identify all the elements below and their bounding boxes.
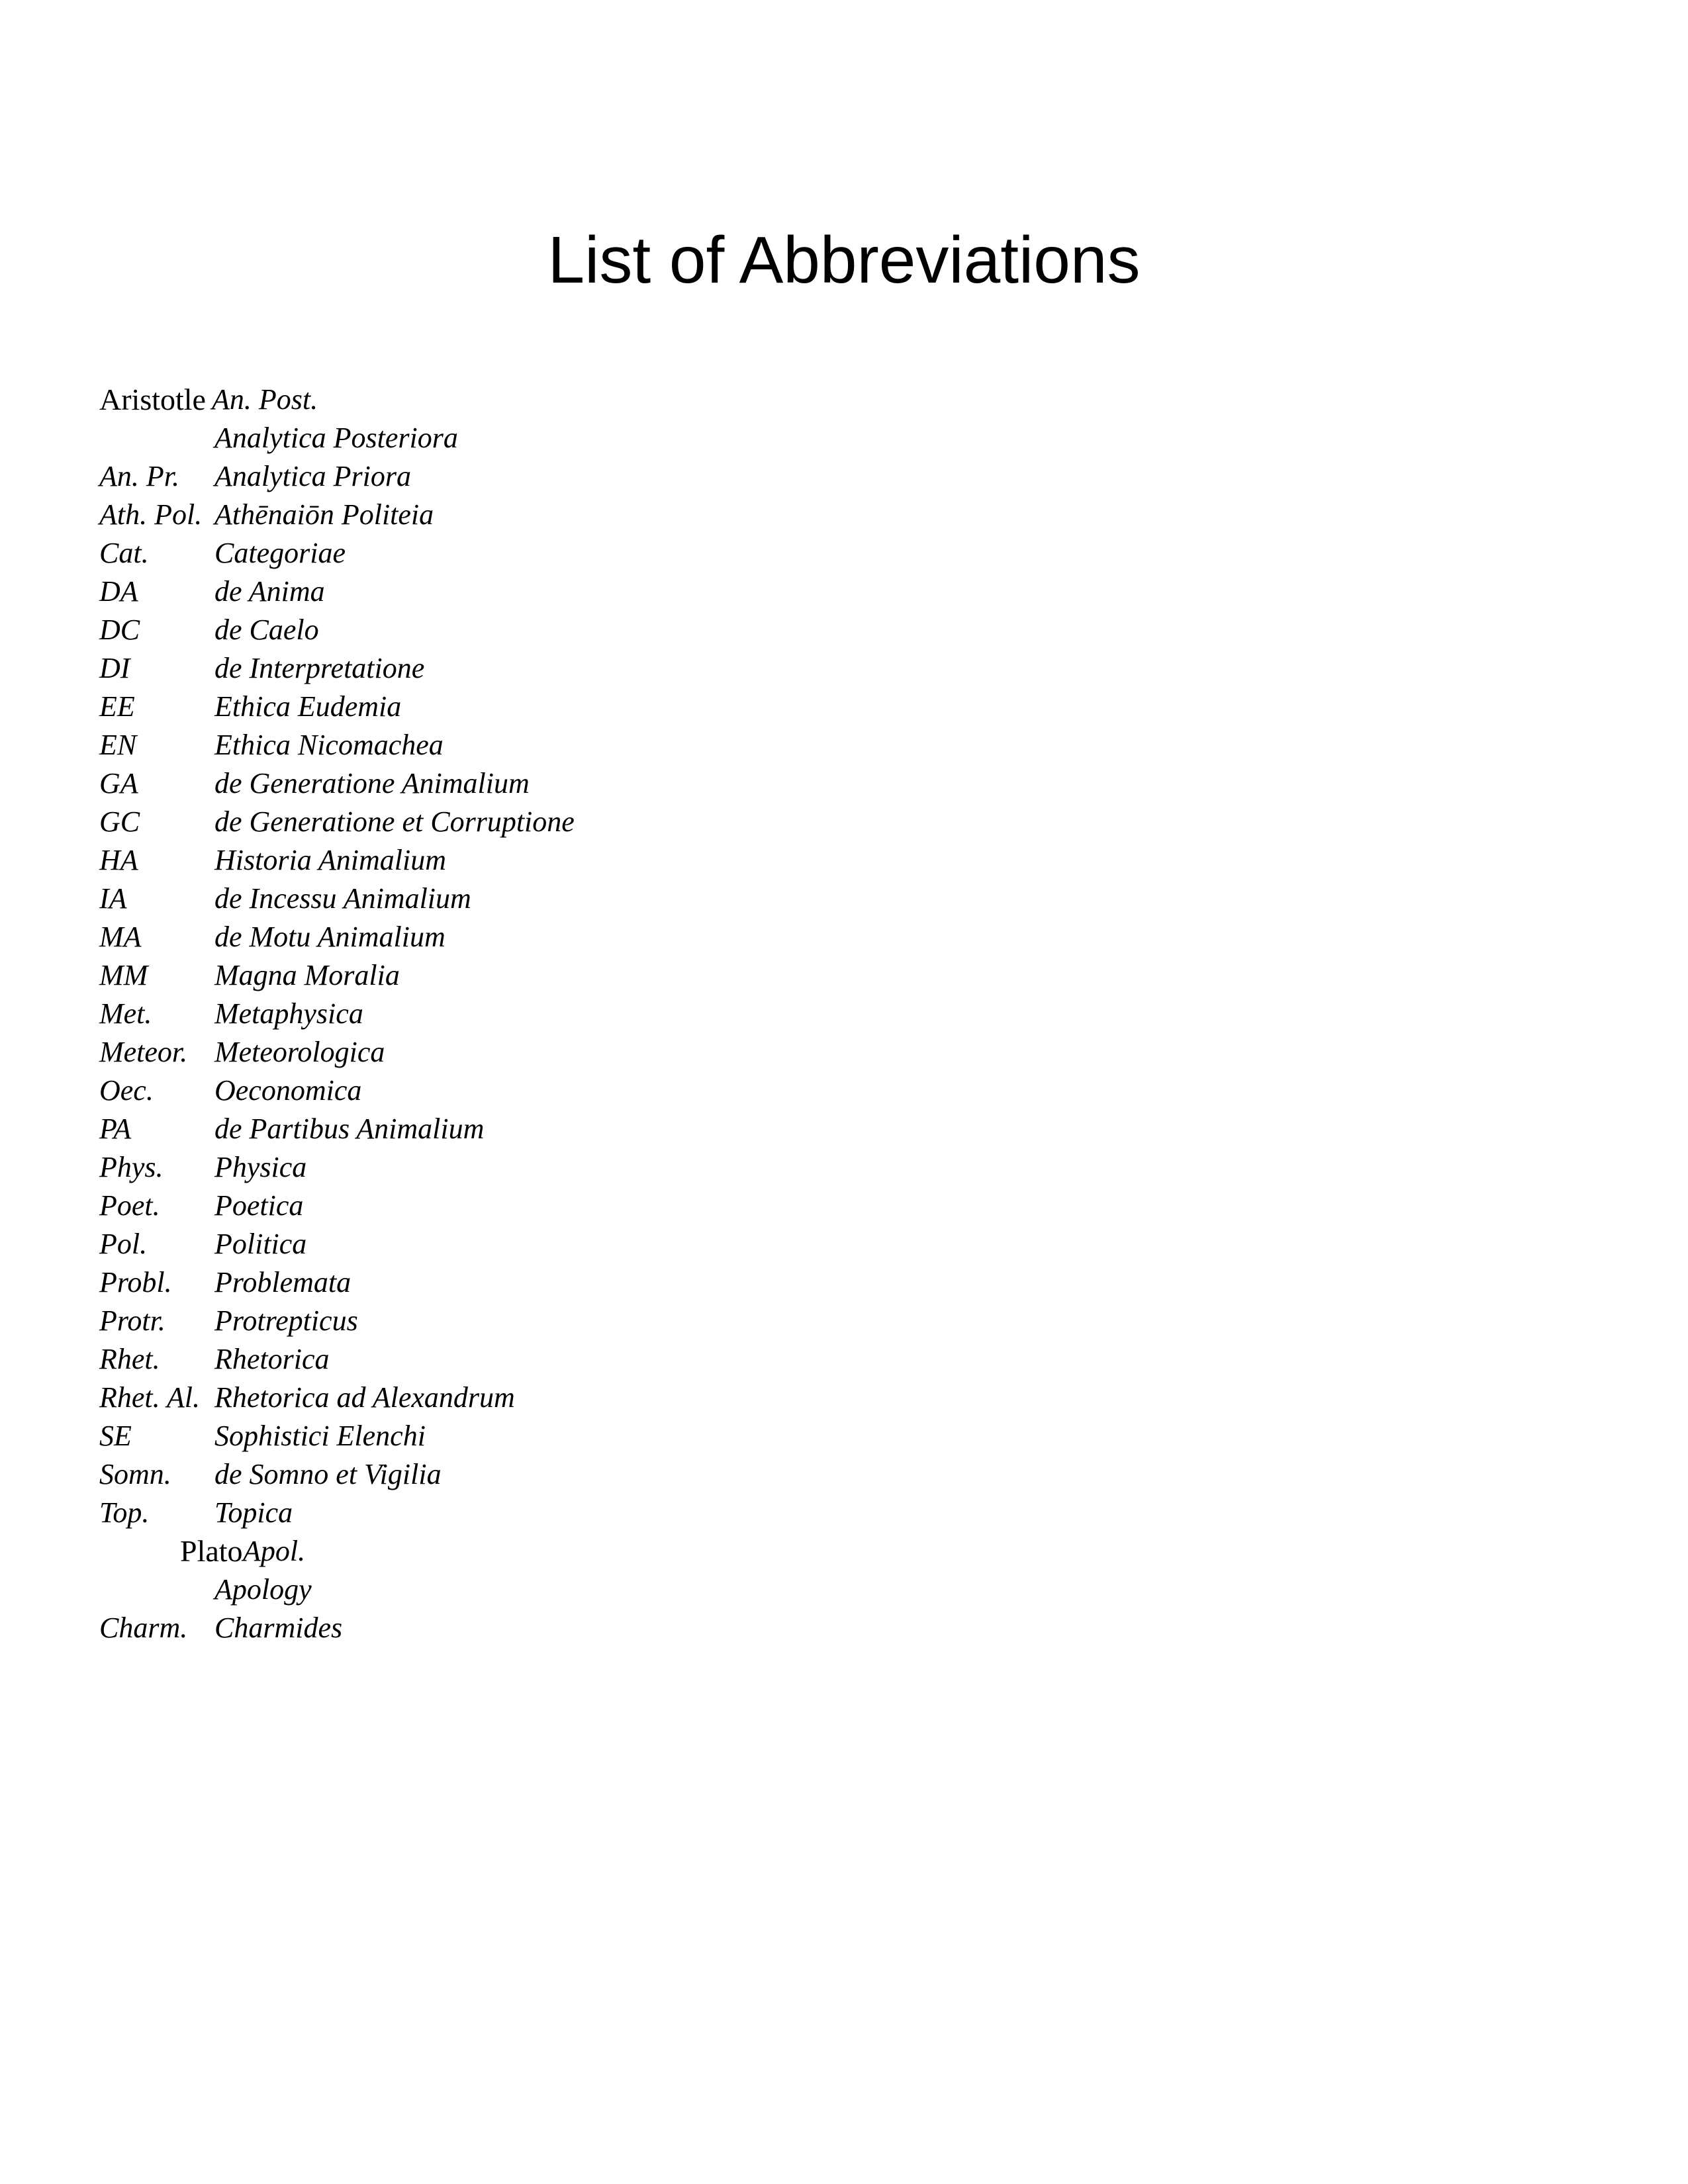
abbreviation: IA <box>99 882 127 915</box>
full-title: de Generatione et Corruptione <box>214 805 575 838</box>
abbreviation: Oec. <box>99 1074 154 1107</box>
full-title: Charmides <box>214 1612 343 1644</box>
list-item <box>99 995 1026 1033</box>
list-item <box>99 1340 1026 1379</box>
full-title: Ethica Eudemia <box>214 690 402 723</box>
abbreviation: Ath. Pol. <box>99 498 203 531</box>
list-item <box>99 880 1026 918</box>
plato-entries <box>99 1609 1026 1647</box>
abbreviation: SE <box>99 1420 132 1452</box>
full-title: Rhetorica ad Alexandrum <box>214 1381 515 1414</box>
list-item <box>99 1110 1026 1148</box>
list-item <box>99 841 1026 880</box>
list-item <box>99 1263 1026 1302</box>
list-item <box>99 764 1026 803</box>
list-item <box>99 496 1026 534</box>
full-title: Protrepticus <box>214 1304 358 1337</box>
full-title: de Interpretatione <box>214 652 425 684</box>
abbreviation: DA <box>99 575 138 608</box>
full-title: Ethica Nicomachea <box>214 729 444 761</box>
abbreviation: Rhet. Al. <box>99 1381 200 1414</box>
abbreviation: PA <box>99 1113 132 1145</box>
list-item <box>99 1187 1026 1225</box>
abbreviation: EE <box>99 690 135 723</box>
full-title: Politica <box>214 1228 307 1260</box>
full-title: Sophistici Elenchi <box>214 1420 426 1452</box>
list-item <box>99 918 1026 956</box>
full-title: de Anima <box>214 575 325 608</box>
abbreviation: DC <box>99 614 140 646</box>
list-item <box>99 726 1026 764</box>
full-title: Metaphysica <box>214 997 363 1030</box>
list-item <box>99 1071 1026 1110</box>
section-heading-plato <box>99 1532 1026 1570</box>
full-title: Historia Animalium <box>214 844 447 876</box>
abbreviation: Somn. <box>99 1458 171 1490</box>
abbreviation: Met. <box>99 997 152 1030</box>
abbreviation: Top. <box>99 1496 150 1529</box>
full-title: Apology <box>214 1573 312 1606</box>
list-item <box>99 803 1026 841</box>
full-title: Topica <box>214 1496 293 1529</box>
abbreviation-list <box>99 381 1026 1647</box>
full-title: de Generatione Animalium <box>214 767 530 799</box>
full-title: Athēnaiōn Politeia <box>214 498 434 531</box>
list-item <box>99 1379 1026 1417</box>
abbreviation: Rhet. <box>99 1343 160 1375</box>
list-item <box>99 1033 1026 1071</box>
abbreviation: Meteor. <box>99 1036 188 1068</box>
abbreviation: MA <box>99 921 142 953</box>
full-title: Poetica <box>214 1189 304 1222</box>
abbreviation: Pol. <box>99 1228 148 1260</box>
author-name: Plato <box>180 1534 243 1568</box>
list-item <box>99 419 1026 457</box>
abbreviation: An. Pr. <box>99 460 179 492</box>
full-title: Problemata <box>214 1266 352 1298</box>
list-item <box>99 1609 1026 1647</box>
full-title: de Somno et Vigilia <box>214 1458 442 1490</box>
full-title: Categoriae <box>214 537 346 569</box>
full-title: de Incessu Animalium <box>214 882 471 915</box>
list-item <box>99 1417 1026 1455</box>
list-item <box>99 1455 1026 1494</box>
author-name: Aristotle <box>99 383 206 416</box>
list-item <box>99 1225 1026 1263</box>
full-title: de Partibus Animalium <box>214 1113 485 1145</box>
full-title: Oeconomica <box>214 1074 362 1107</box>
abbreviation: DI <box>99 652 130 684</box>
list-item <box>99 572 1026 611</box>
full-title: Physica <box>214 1151 307 1183</box>
abbreviation: EN <box>99 729 137 761</box>
list-item <box>99 457 1026 496</box>
list-item <box>99 649 1026 688</box>
abbreviation: MM <box>99 959 148 991</box>
full-title: Analytica Priora <box>214 460 411 492</box>
abbreviation: Cat. <box>99 537 149 569</box>
list-item <box>99 534 1026 572</box>
aristotle-entries <box>99 457 1026 1532</box>
list-item <box>99 1570 1026 1609</box>
full-title: de Caelo <box>214 614 319 646</box>
abbreviation: HA <box>99 844 138 876</box>
list-item <box>99 1494 1026 1532</box>
list-item <box>99 688 1026 726</box>
abbreviation: Poet. <box>99 1189 160 1222</box>
full-title: de Motu Animalium <box>214 921 445 953</box>
abbreviation: Protr. <box>99 1304 165 1337</box>
full-title: Rhetorica <box>214 1343 330 1375</box>
list-item <box>99 1148 1026 1187</box>
abbreviation: GA <box>99 767 138 799</box>
abbreviation: Phys. <box>99 1151 164 1183</box>
list-item <box>99 1302 1026 1340</box>
list-item <box>99 956 1026 995</box>
abbreviation: Probl. <box>99 1266 172 1298</box>
abbreviation: An. Post. <box>212 383 318 416</box>
full-title: Meteorologica <box>214 1036 385 1068</box>
abbreviation: GC <box>99 805 140 838</box>
abbreviation: Charm. <box>99 1612 188 1644</box>
section-heading-aristotle <box>99 381 1026 419</box>
full-title: Analytica Posteriora <box>214 422 458 454</box>
list-item <box>99 611 1026 649</box>
abbreviation: Apol. <box>243 1535 306 1567</box>
page-title: List of Abbreviations <box>547 223 1141 297</box>
full-title: Magna Moralia <box>214 959 400 991</box>
